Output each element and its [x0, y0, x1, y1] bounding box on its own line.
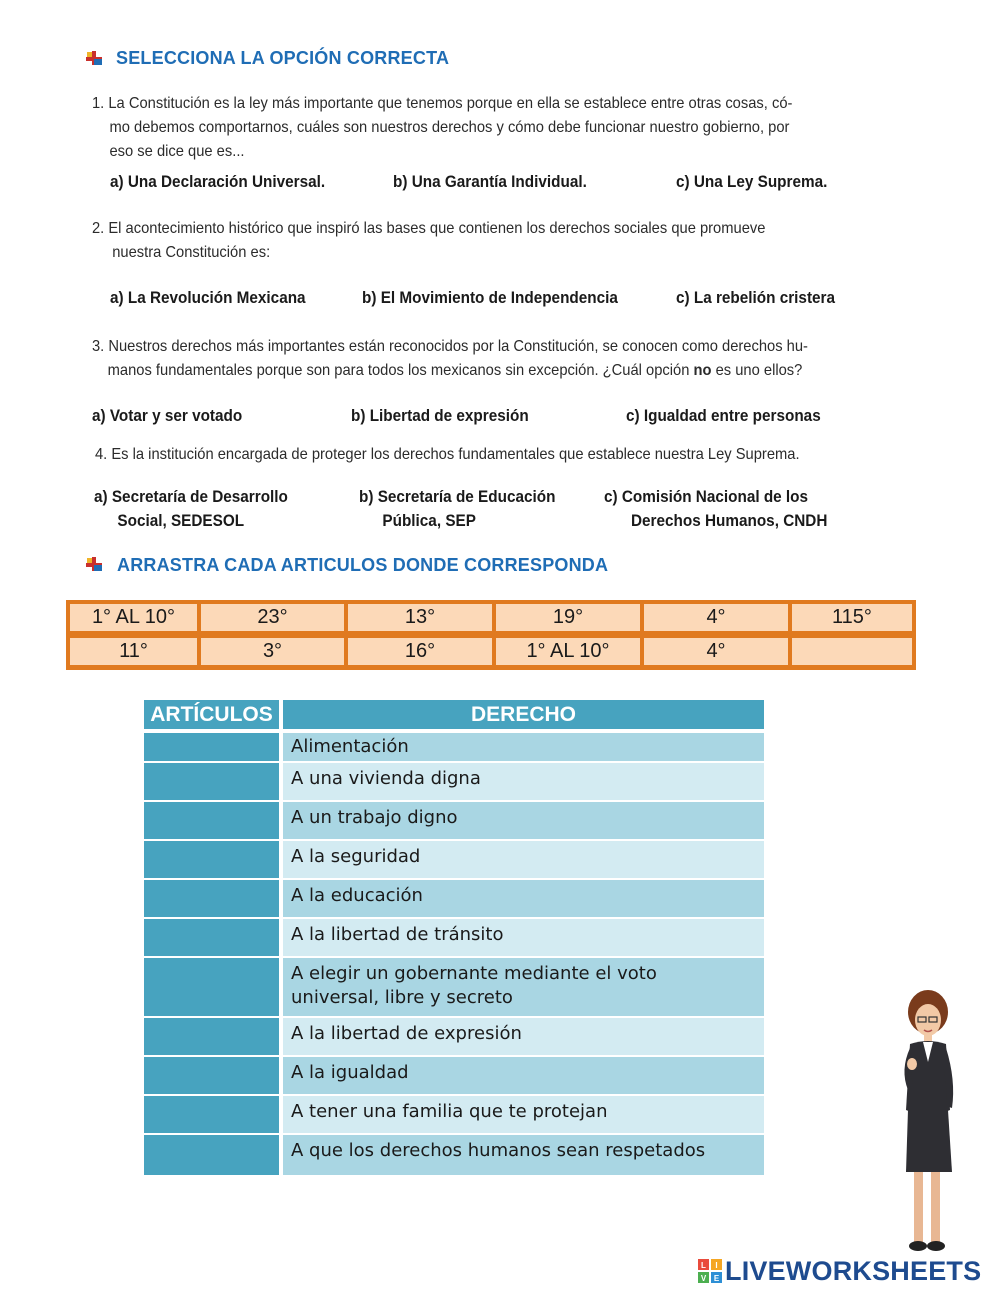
q4-option-a[interactable]: [94, 485, 288, 533]
question-3: [92, 335, 865, 383]
q1-option-c[interactable]: c) Una Ley Suprema.: [676, 172, 828, 191]
drag-item[interactable]: 4°: [644, 604, 788, 631]
q1-option-b[interactable]: b) Una Garantía Individual.: [393, 172, 587, 191]
q4-option-c-line-2: Derechos Humanos, CNDH: [631, 511, 828, 530]
q4-option-a-line-1: a) Secretaría de Desarrollo: [94, 487, 288, 506]
drag-item[interactable]: 3°: [201, 638, 344, 665]
q2-option-c[interactable]: c) La rebelión cristera: [676, 288, 836, 307]
teacher-illustration: [890, 990, 990, 1262]
right-label: A la seguridad: [283, 841, 764, 878]
drag-items-table: [66, 600, 916, 670]
right-label: A una vivienda digna: [283, 763, 764, 800]
question-1: [92, 92, 865, 164]
section-heading-select: SELECCIONA LA OPCIÓN CORRECTA: [116, 48, 450, 68]
drag-item[interactable]: 1° AL 10°: [70, 604, 197, 631]
drag-item[interactable]: 19°: [496, 604, 640, 631]
svg-text:E: E: [713, 1274, 720, 1283]
q4-option-c-line-1: c) Comisión Nacional de los: [604, 487, 809, 506]
liveworksheets-logo: [698, 1257, 981, 1285]
q4-option-b-line-2: Pública, SEP: [382, 511, 476, 530]
q3-option-c[interactable]: c) Igualdad entre personas: [626, 406, 821, 425]
drop-zone[interactable]: [144, 880, 279, 917]
question-3-emphasis-no: no: [693, 362, 712, 379]
drop-zone[interactable]: [144, 958, 279, 1016]
q4-option-a-line-2: Social, SEDESOL: [117, 511, 245, 530]
section-heading-drag: ARRASTRA CADA ARTICULOS DONDE CORRESPONDA: [117, 555, 609, 575]
drop-zone[interactable]: [144, 1018, 279, 1055]
drag-item[interactable]: 4°: [644, 638, 788, 665]
question-3-line-2: manos fundamentales porque son para todos los mexicanos sin excepción. ¿Cuál opción: [107, 362, 690, 379]
right-label: A elegir un gobernante mediante el voto universal, libre y secreto: [283, 958, 764, 1016]
question-2-line-2: nuestra Constitución es:: [112, 244, 271, 261]
q4-option-c[interactable]: [604, 485, 827, 533]
drag-item[interactable]: 115°: [792, 604, 912, 631]
question-1-line-1: 1. La Constitución es la ley más importante que tenemos porque en ella se establece entre otras cosas, có-: [92, 95, 793, 112]
right-label: A la libertad de expresión: [283, 1018, 764, 1055]
drop-zone[interactable]: [144, 919, 279, 956]
drop-zone[interactable]: [144, 763, 279, 800]
question-1-line-3: eso se dice que es...: [109, 143, 245, 160]
question-4-line-1: 4. Es la institución encargada de proteger los derechos fundamentales que establece nuestra Ley Suprema.: [95, 446, 800, 463]
arrow-bullet-icon: [86, 51, 104, 67]
drag-item-empty: [792, 638, 912, 665]
drop-zone[interactable]: [144, 802, 279, 839]
right-label: A la libertad de tránsito: [283, 919, 764, 956]
question-3-line-2-end: es uno ellos?: [715, 362, 803, 379]
q4-option-b[interactable]: [359, 485, 555, 533]
q3-option-a[interactable]: a) Votar y ser votado: [92, 406, 243, 425]
q3-option-b[interactable]: b) Libertad de expresión: [351, 406, 529, 425]
drag-item[interactable]: 16°: [348, 638, 492, 665]
right-label: A un trabajo digno: [283, 802, 764, 839]
q2-option-a[interactable]: a) La Revolución Mexicana: [110, 288, 306, 307]
svg-text:I: I: [715, 1261, 718, 1270]
arrow-bullet-icon: [86, 557, 104, 573]
svg-text:V: V: [700, 1274, 707, 1283]
drag-item[interactable]: 23°: [201, 604, 344, 631]
right-label: A la educación: [283, 880, 764, 917]
right-label: Alimentación: [283, 733, 764, 761]
question-3-line-1: 3. Nuestros derechos más importantes están reconocidos por la Constitución, se conocen como derechos hu-: [92, 338, 808, 355]
question-4: [95, 443, 868, 467]
drop-zone[interactable]: [144, 1096, 279, 1133]
right-label: A tener una familia que te protejan: [283, 1096, 764, 1133]
drag-item[interactable]: 1° AL 10°: [496, 638, 640, 665]
q4-option-b-line-1: b) Secretaría de Educación: [359, 487, 556, 506]
header-derecho: DERECHO: [283, 700, 764, 729]
question-2: [92, 217, 865, 265]
drop-zone[interactable]: [144, 841, 279, 878]
header-articulos: ARTÍCULOS: [144, 700, 279, 729]
question-2-line-1: 2. El acontecimiento histórico que inspiró las bases que contienen los derechos sociales que promueve: [92, 220, 766, 237]
q1-option-a[interactable]: a) Una Declaración Universal.: [110, 172, 326, 191]
right-label: A la igualdad: [283, 1057, 764, 1094]
question-1-line-2: mo debemos comportarnos, cuáles son nuestros derechos y cómo debe funcionar nuestro gobierno, por: [109, 119, 790, 136]
q2-option-b[interactable]: b) El Movimiento de Independencia: [362, 288, 618, 307]
drag-item[interactable]: 13°: [348, 604, 492, 631]
svg-text:L: L: [701, 1261, 706, 1270]
drop-zone[interactable]: [144, 733, 279, 761]
liveworksheets-text: LIVEWORKSHEETS: [725, 1255, 982, 1286]
drop-zone[interactable]: [144, 1135, 279, 1175]
right-label: A que los derechos humanos sean respetados: [283, 1135, 764, 1175]
drop-zone[interactable]: [144, 1057, 279, 1094]
drag-item[interactable]: 11°: [70, 638, 197, 665]
liveworksheets-badge-icon: [698, 1259, 722, 1283]
